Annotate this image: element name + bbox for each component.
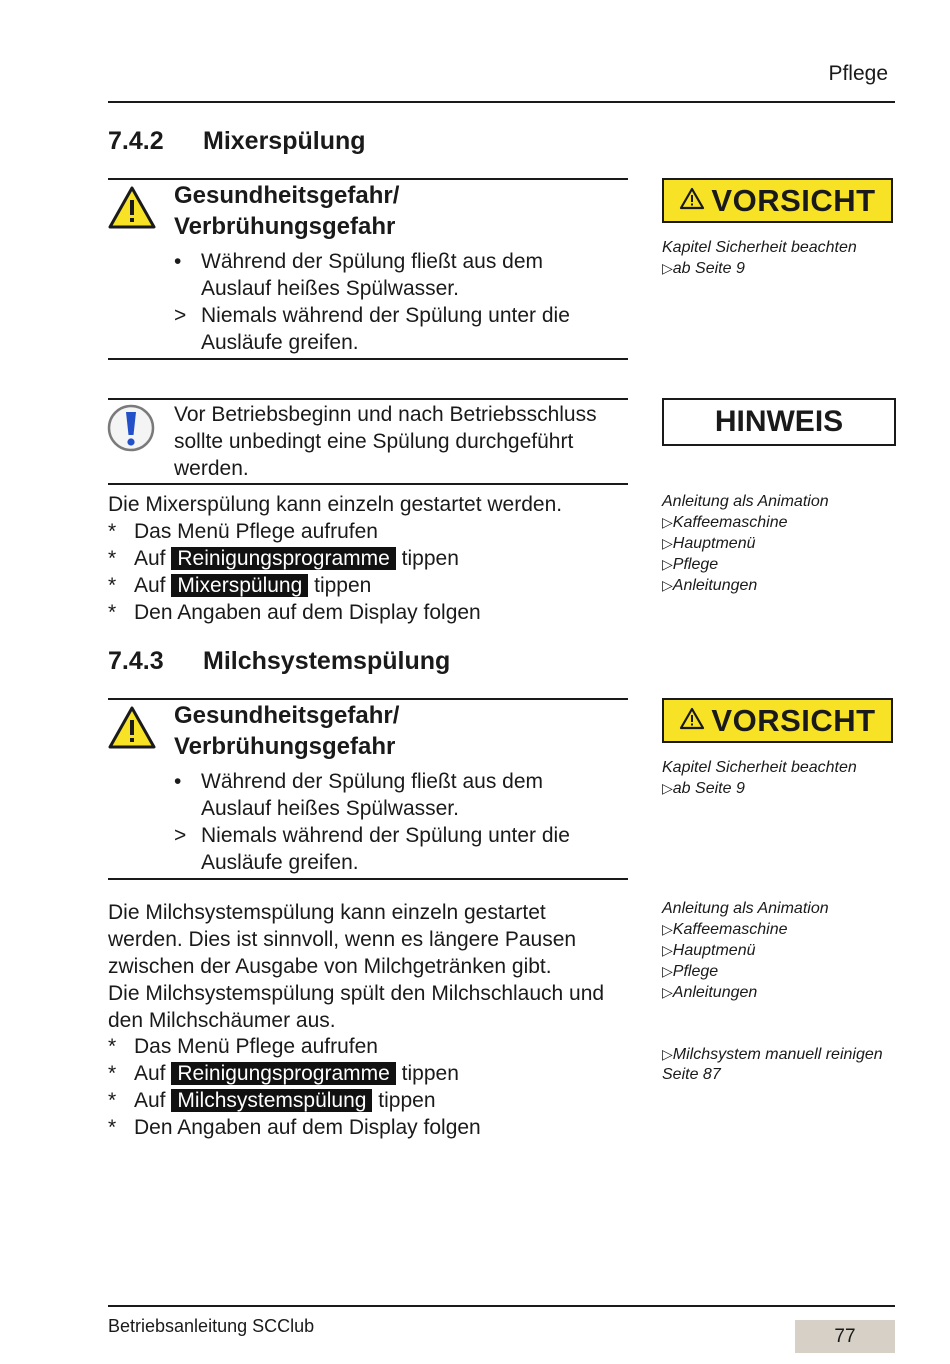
path-item-text: Hauptmenü	[672, 942, 756, 959]
milk-ref-text: Milchsystem manuell reinigen	[672, 1046, 883, 1063]
footer-rule	[108, 1305, 895, 1307]
warning-title-line: Gesundheitsgefahr/	[174, 182, 400, 209]
vorsicht-label: VORSICHT	[711, 182, 876, 218]
notice-rule-bottom	[108, 483, 628, 485]
bullet-mark: •	[174, 770, 182, 793]
warning-small-icon	[679, 707, 705, 735]
menu-key-label: Reinigungsprogramme	[171, 1062, 395, 1085]
safety-note-text: Kapitel Sicherheit beachten	[662, 239, 857, 256]
bullet-line: Während der Spülung fließt aus dem	[201, 250, 544, 273]
action-line: Ausläufe greifen.	[201, 851, 359, 874]
warning-title	[174, 180, 399, 242]
path-item-text: Anleitungen	[672, 577, 758, 594]
section-heading-742	[108, 127, 366, 156]
menu-key-label: Reinigungsprogramme	[171, 547, 395, 570]
action-mark: >	[174, 304, 187, 327]
page-number-box	[795, 1320, 895, 1353]
step-star: *	[108, 547, 117, 570]
warning-title-line: Gesundheitsgefahr/	[174, 702, 400, 729]
footer-doc-title: Betriebsanleitung SCClub	[108, 1316, 315, 1336]
section-title: Milchsystemspülung	[203, 647, 451, 675]
arrow-right-icon: ▷	[662, 963, 673, 979]
bullet-line: Auslauf heißes Spülwasser.	[201, 277, 459, 300]
section1-intro: Die Mixerspülung kann einzeln gestartet werden.	[108, 493, 563, 516]
header-rule	[108, 101, 895, 103]
path-item-text: Kaffeemaschine	[672, 921, 788, 938]
step-text: Das Menü Pflege aufrufen	[134, 1035, 378, 1058]
bullet-line: Während der Spülung fließt aus dem	[201, 770, 544, 793]
step-item	[108, 1087, 436, 1114]
arrow-right-icon: ▷	[662, 942, 673, 958]
step-text: tippen	[378, 1089, 436, 1112]
bullet-line: Auslauf heißes Spülwasser.	[201, 797, 459, 820]
safety-ref-text: ab Seite 9	[672, 780, 745, 797]
warning-bullet	[174, 248, 634, 302]
arrow-right-icon: ▷	[662, 260, 673, 276]
warning-title-line: Verbrühungsgefahr	[174, 213, 396, 240]
step-star: *	[108, 1035, 117, 1058]
safety-ref-text: ab Seite 9	[672, 260, 745, 277]
notice-rule-top	[108, 398, 628, 400]
animation-path	[662, 492, 829, 596]
step-text: tippen	[314, 574, 372, 597]
arrow-right-icon: ▷	[662, 921, 673, 937]
step-text: Das Menü Pflege aufrufen	[134, 520, 378, 543]
animation-path	[662, 899, 829, 1003]
notice-text	[174, 401, 597, 482]
page-header-title: Pflege	[828, 62, 888, 85]
page-number: 77	[834, 1325, 856, 1347]
step-star: *	[108, 601, 117, 624]
path-item[interactable]	[662, 961, 829, 982]
path-item-text: Pflege	[672, 556, 719, 573]
warning-title	[174, 700, 399, 762]
step-text: tippen	[401, 547, 459, 570]
safety-note	[662, 238, 857, 279]
path-item[interactable]	[662, 982, 829, 1003]
section-title: Mixerspülung	[203, 127, 366, 155]
milk-ref-page: Seite 87	[662, 1066, 721, 1083]
path-item[interactable]	[662, 512, 829, 533]
path-item-text: Pflege	[672, 963, 719, 980]
notice-line: werden.	[174, 457, 249, 480]
path-item-text: Kaffeemaschine	[672, 514, 788, 531]
path-item[interactable]	[662, 533, 829, 554]
section-number: 7.4.3	[108, 647, 164, 675]
intro-line: werden. Dies ist sinnvoll, wenn es längere Pausen	[108, 928, 577, 951]
arrow-right-icon: ▷	[662, 984, 673, 1000]
safety-ref-link[interactable]	[662, 258, 857, 279]
step-text: Den Angaben auf dem Display folgen	[134, 601, 481, 624]
notice-line: sollte unbedingt eine Spülung durchgeführt	[174, 430, 574, 453]
action-mark: >	[174, 824, 187, 847]
step-text: Auf	[134, 1062, 166, 1085]
milk-cross-reference[interactable]	[662, 1044, 883, 1085]
menu-key-label: Mixerspülung	[171, 574, 308, 597]
warning-small-icon	[679, 187, 705, 215]
hinweis-label: HINWEIS	[714, 405, 844, 438]
warning-bullet	[174, 768, 634, 822]
warning-action	[174, 822, 634, 876]
arrow-right-icon: ▷	[662, 1046, 673, 1062]
arrow-right-icon: ▷	[662, 514, 673, 530]
safety-ref-link[interactable]	[662, 778, 857, 799]
step-item	[108, 599, 481, 626]
step-text: tippen	[401, 1062, 459, 1085]
bullet-mark: •	[174, 250, 182, 273]
menu-key-label: Milchsystemspülung	[171, 1089, 372, 1112]
section2-intro	[108, 899, 604, 1034]
vorsicht-label-box	[662, 178, 893, 223]
action-line: Niemals während der Spülung unter die	[201, 304, 570, 327]
arrow-right-icon: ▷	[662, 556, 673, 572]
arrow-right-icon: ▷	[662, 780, 673, 796]
vorsicht-label: VORSICHT	[711, 702, 876, 738]
warning-triangle-icon	[108, 705, 156, 754]
warning-action	[174, 302, 634, 356]
intro-line: Die Milchsystemspülung kann einzeln gestartet	[108, 901, 546, 924]
step-item	[108, 572, 371, 599]
arrow-right-icon: ▷	[662, 535, 673, 551]
step-text: Auf	[134, 547, 166, 570]
step-star: *	[108, 1116, 117, 1139]
path-item-text: Anleitungen	[672, 984, 758, 1001]
step-item	[108, 1114, 481, 1141]
section-heading-743	[108, 647, 450, 676]
intro-line: Die Milchsystemspülung spült den Milchschlauch und	[108, 982, 605, 1005]
warning-title-line: Verbrühungsgefahr	[174, 733, 396, 760]
step-item	[108, 545, 459, 572]
path-item[interactable]	[662, 940, 829, 961]
warning-rule-bottom	[108, 878, 628, 880]
notice-line: Vor Betriebsbeginn und nach Betriebsschluss	[174, 403, 597, 426]
arrow-right-icon: ▷	[662, 577, 673, 593]
path-item[interactable]	[662, 919, 829, 940]
vorsicht-label-box	[662, 698, 893, 743]
step-star: *	[108, 1062, 117, 1085]
safety-note	[662, 758, 857, 799]
step-star: *	[108, 574, 117, 597]
warning-triangle-icon	[108, 185, 156, 234]
step-star: *	[108, 520, 117, 543]
path-item[interactable]	[662, 554, 829, 575]
exclamation-icon	[107, 404, 155, 457]
warning-rule-bottom	[108, 358, 628, 360]
step-item	[108, 1033, 378, 1060]
action-line: Ausläufe greifen.	[201, 331, 359, 354]
step-text: Den Angaben auf dem Display folgen	[134, 1116, 481, 1139]
safety-note-text: Kapitel Sicherheit beachten	[662, 759, 857, 776]
path-item-text: Hauptmenü	[672, 535, 756, 552]
section-number: 7.4.2	[108, 127, 164, 155]
step-text: Auf	[134, 1089, 166, 1112]
intro-line: den Milchschäumer aus.	[108, 1009, 336, 1032]
intro-line: zwischen der Ausgabe von Milchgetränken gibt.	[108, 955, 552, 978]
step-item	[108, 1060, 459, 1087]
step-star: *	[108, 1089, 117, 1112]
action-line: Niemals während der Spülung unter die	[201, 824, 570, 847]
path-item[interactable]	[662, 575, 829, 596]
animation-title: Anleitung als Animation	[662, 493, 829, 510]
step-item	[108, 518, 378, 545]
step-text: Auf	[134, 574, 166, 597]
animation-title: Anleitung als Animation	[662, 900, 829, 917]
hinweis-label-box	[662, 398, 896, 446]
